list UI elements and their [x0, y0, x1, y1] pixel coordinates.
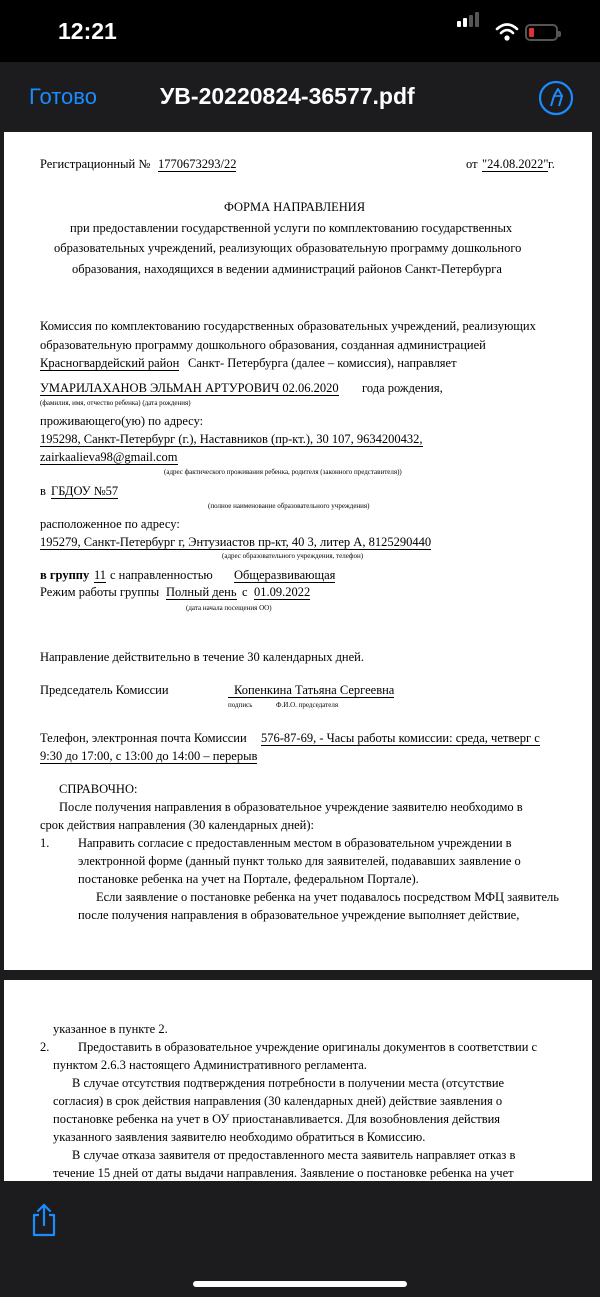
group-label: в группу	[40, 568, 90, 582]
home-address: 195298, Санкт-Петербург (г.), Наставников (пр-кт.), 30 107, 9634200432,	[40, 432, 423, 446]
item-2-line-2: пунктом 2.6.3 настоящего Административного регламента.	[53, 1058, 367, 1072]
chairman-label: Председатель Комиссии	[40, 683, 169, 697]
school-caption: (полное наименование образовательного учреждения)	[208, 502, 370, 510]
doc-date: "24.08.2022"	[482, 157, 549, 171]
absence-line-1: В случае отсутствия подтверждения потребности в получении места (отсутствие	[72, 1076, 505, 1090]
status-bar	[0, 0, 600, 62]
school-name: ГБДОУ №57	[51, 484, 119, 498]
reg-label: Регистрационный №	[40, 157, 151, 171]
reg-number: 1770673293/22	[158, 157, 237, 171]
item-1-line-2: электронной форме (данный пункт только для заявителей, подававших заявление о	[78, 854, 521, 868]
mfc-line-2: после получения направления в образовательное учреждение выполняет действие,	[78, 908, 520, 922]
school-address-caption: (адрес образовательного учреждения, телефон)	[222, 552, 364, 560]
pdf-page-2	[4, 980, 592, 1181]
fio-caption: Ф.И.О. председателя	[276, 701, 339, 709]
bottom-toolbar	[0, 1181, 600, 1297]
date-prefix: от	[466, 157, 478, 171]
signature-caption: подпись	[228, 701, 253, 709]
located-label: расположенное по адресу:	[40, 517, 180, 531]
home-indicator[interactable]	[193, 1281, 407, 1287]
ref-line-2: срок действия направления (30 календарных дней):	[40, 818, 315, 832]
birth-suffix: года рождения,	[362, 381, 443, 395]
district-name: Красногвардейский район	[40, 356, 180, 370]
commission-line-3: Санкт- Петербурга (далее – комиссия), направляет	[188, 356, 457, 370]
contacts-line-1: 576-87-69, - Часы работы комиссии: среда, четверг с	[261, 731, 540, 745]
status-time: 12:21	[58, 18, 117, 44]
mode-label: Режим работы группы	[40, 585, 160, 599]
ref-line-1: После получения направления в образовательное учреждение заявителю необходимо в	[59, 800, 523, 814]
reference-title: СПРАВОЧНО:	[59, 782, 138, 796]
form-subtitle-1: при предоставлении государственной услуги по комплектованию государственных	[70, 221, 513, 235]
commission-line-2: образовательную программу дошкольного образования, созданная администрацией	[40, 338, 486, 352]
item-2-line-1: Предоставить в образовательное учреждение оригиналы документов в соответствии с	[78, 1040, 538, 1054]
focus-label: с направленностью	[110, 568, 213, 582]
refusal-line-1: В случае отказа заявителя от предоставленного места заявитель направляет отказ в	[72, 1148, 516, 1162]
school-prefix: в	[40, 484, 46, 498]
p2-continuation: указанное в пункте 2.	[53, 1022, 168, 1036]
form-subtitle-3: образования, находящихся в ведении администраций районов Санкт-Петербурга	[72, 262, 502, 276]
absence-line-2: согласия) в срок действия направления (30 календарных дней) действие заявления о	[53, 1094, 503, 1108]
document-title: УВ-20220824-36577.pdf	[160, 83, 415, 109]
commission-line-1: Комиссия по комплектованию государственных образовательных учреждений, реализующих	[40, 319, 536, 333]
nav-bar	[0, 62, 600, 132]
group-number: 11	[94, 568, 107, 582]
absence-line-3: постановке ребенка на учет в ОУ приостанавливается. Для возобновления действия	[53, 1112, 501, 1126]
wifi-icon	[495, 22, 519, 42]
done-button[interactable]: Готово	[29, 84, 97, 109]
contacts-label: Телефон, электронная почта Комиссии	[40, 731, 247, 745]
start-date: 01.09.2022	[254, 585, 311, 599]
item-1-line-1: Направить согласие с предоставленным местом в образовательном учреждении в	[78, 836, 512, 850]
pdf-page-1	[4, 132, 592, 970]
school-address: 195279, Санкт-Петербург г, Энтузиастов пр-кт, 40 3, литер А, 8125290440	[40, 535, 432, 549]
contacts-line-2: 9:30 до 17:00, с 13:00 до 14:00 – перерыв	[40, 749, 258, 763]
child-caption: (фамилия, имя, отчество ребенка) (дата рождения)	[40, 399, 191, 407]
validity-text: Направление действительно в течение 30 календарных дней.	[40, 650, 364, 664]
mfc-line-1: Если заявление о постановке ребенка на учет подавалось посредством МФЦ заявитель	[96, 890, 559, 904]
residing-label: проживающего(ую) по адресу:	[40, 414, 204, 428]
share-icon[interactable]	[29, 1203, 59, 1237]
form-title: ФОРМА НАПРАВЛЕНИЯ	[224, 200, 366, 214]
address-caption: (адрес фактического проживания ребенка, родителя (законного представителя))	[164, 468, 402, 476]
start-caption: (дата начала посещения ОО)	[186, 604, 272, 612]
date-suffix: г.	[548, 157, 555, 171]
start-prefix: с	[242, 585, 248, 599]
pdf-viewer[interactable]	[0, 132, 600, 1181]
child-name: УМАРИЛАХАНОВ ЭЛЬМАН АРТУРОВИЧ 02.06.2020	[40, 381, 339, 395]
form-subtitle-2: образовательных учреждений, реализующих образовательную программу дошкольного	[54, 241, 522, 255]
focus-value: Общеразвивающая	[234, 568, 336, 582]
chairman-name: Копенкина Татьяна Сергеевна	[228, 684, 394, 698]
item-1-number: 1.	[40, 836, 50, 850]
email: zairkaalieva98@gmail.com	[40, 450, 178, 464]
absence-line-4: указанного заявления заявителю необходимо обратиться в Комиссию.	[53, 1130, 426, 1144]
markup-pen-icon[interactable]	[538, 80, 574, 116]
refusal-line-2: течение 15 дней от даты выдачи направления. Заявление о постановке ребенка на учет	[53, 1166, 514, 1180]
item-1-line-3: постановке ребенка на учет на Портале, федеральном Портале).	[78, 872, 419, 886]
battery-icon	[525, 24, 558, 41]
mode-value: Полный день	[166, 585, 237, 599]
item-2-number: 2.	[40, 1040, 50, 1054]
